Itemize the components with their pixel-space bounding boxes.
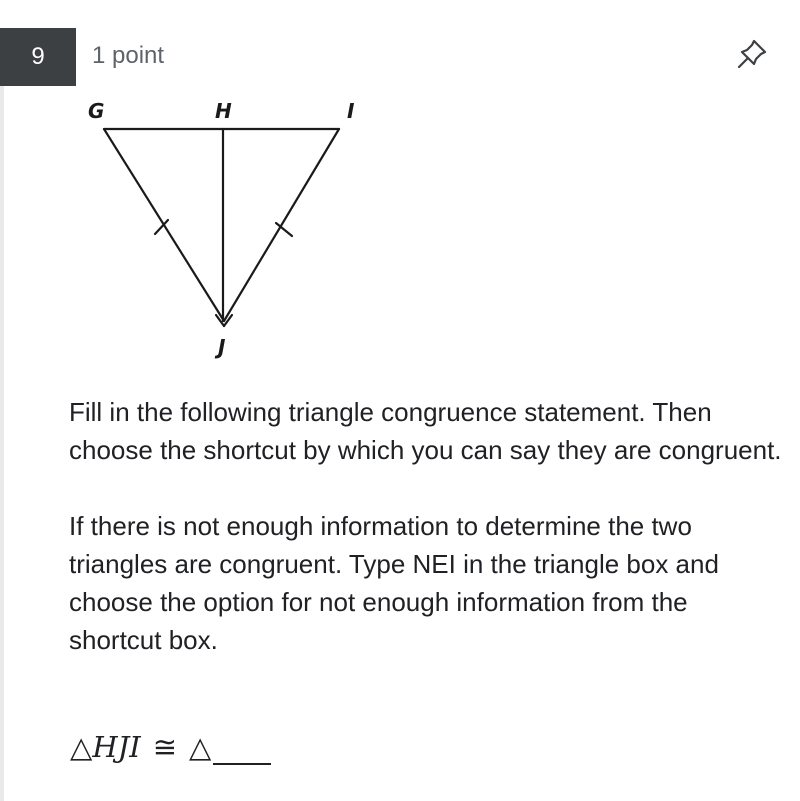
label-g: G — [88, 99, 105, 123]
congruent-symbol: ≅ — [152, 730, 177, 764]
label-i: I — [347, 99, 355, 123]
label-h: H — [215, 99, 232, 123]
question-number-badge — [0, 28, 76, 86]
question-points: 1 point — [92, 42, 165, 69]
segment-ij — [224, 129, 339, 321]
pin-question-button[interactable] — [732, 36, 772, 72]
given-triangle-vertices: HJI — [92, 730, 141, 764]
question-number: 9 — [31, 43, 45, 70]
triangle-symbol-right: △ — [189, 730, 212, 764]
question-left-border — [0, 86, 4, 801]
question-paragraph-1: Fill in the following triangle congruence statement. Then choose the shortcut by which you can say they are congruent. — [69, 397, 782, 465]
triangle-diagram — [80, 88, 380, 378]
label-j: J — [218, 335, 226, 359]
congruence-statement — [70, 725, 271, 769]
triangle-symbol-left: △ — [70, 730, 93, 764]
question-text — [69, 393, 784, 659]
question-paragraph-2: If there is not enough information to determine the two triangles are congruent. Type NEI in the triangle box and choose the option for not enough information from the shortcut box. — [69, 511, 719, 655]
pushpin-icon — [732, 36, 772, 72]
triangle-figure — [80, 88, 380, 378]
triangle-answer-input[interactable] — [213, 729, 271, 765]
